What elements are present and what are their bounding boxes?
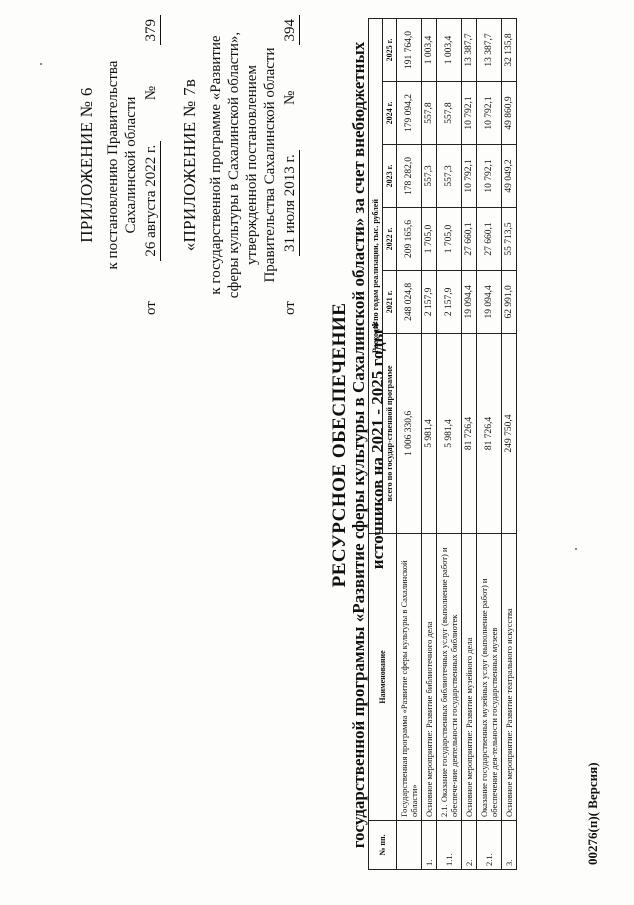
- row-name: Государственная программа «Развитие сферы культуры в Сахалинской области»: [397, 534, 422, 821]
- document-code: 00276(п)( Версия): [585, 762, 600, 865]
- title-line2: государственной программы «Развитие сферы культуры в Сахалинской области» за счет внебюджетных: [349, 41, 368, 849]
- scan-speck: [40, 63, 42, 65]
- row-name: Оказание государственных музейных услуг (выполнение работ) и обеспечение дея-тельности государственных музеев: [477, 534, 502, 821]
- row-year-value: 10 792,1: [477, 82, 502, 145]
- row-year-value: 209 165,6: [397, 207, 422, 270]
- title-line3: источников на 2021 - 2025 годы*: [368, 320, 387, 570]
- row-year-value: 32 135,8: [502, 19, 517, 82]
- row-year-value: 27 660,1: [477, 207, 502, 270]
- row-year-value: 2 157,9: [437, 270, 462, 333]
- appendix-title: ПРИЛОЖЕНИЕ № 6: [77, 87, 96, 243]
- header2-line: Правительства Сахалинской области: [262, 47, 278, 283]
- table-row: [397, 19, 422, 870]
- col-header-no: № пп.: [369, 821, 397, 870]
- row-number: 2.1.: [477, 821, 502, 870]
- table-body: [397, 19, 517, 870]
- table-row: [502, 19, 517, 870]
- row-year-value: 49 860,9: [502, 82, 517, 145]
- header-line: к постановлению Правительства: [105, 60, 121, 270]
- table-row: [477, 19, 502, 870]
- col-header-group: Расходы по годам реализации, тыс. рублей: [369, 19, 383, 534]
- row-year-value: 13 387,7: [477, 19, 502, 82]
- title-main: РЕСУРСНОЕ ОБЕСПЕЧЕНИЕ: [329, 302, 350, 588]
- header2-line: утвержденной постановлением: [244, 65, 260, 265]
- row-name: Основное мероприятие: Развитие музейного дела: [462, 534, 477, 821]
- row-year-value: 49 049,2: [502, 145, 517, 208]
- date-prefix: от: [282, 301, 298, 315]
- decree-date: 26 августа 2022 г.: [142, 141, 161, 261]
- decree-number: 379: [142, 15, 161, 46]
- number-prefix: №: [282, 90, 298, 106]
- row-year-value: 55 713,5: [502, 207, 517, 270]
- decree2-date-line: [281, 15, 300, 315]
- row-total: 5 981,4: [422, 333, 437, 533]
- row-year-value: 19 094,4: [477, 270, 502, 333]
- row-number: 1.: [422, 821, 437, 870]
- row-year-value: 62 991,0: [502, 270, 517, 333]
- row-year-value: 1 003,4: [422, 19, 437, 82]
- row-year-value: 27 660,1: [462, 207, 477, 270]
- row-name: Основное мероприятие: Развитие библиотечного дела: [422, 534, 437, 821]
- row-year-value: 2 157,9: [422, 270, 437, 333]
- row-number: 2.: [462, 821, 477, 870]
- row-year-value: 248 024,8: [397, 270, 422, 333]
- decree-date-line: [142, 15, 161, 315]
- col-header-total: всего по государ-ственной программе: [383, 333, 397, 533]
- row-year-value: 1 705,0: [422, 207, 437, 270]
- col-header-year: 2022 г.: [383, 207, 397, 270]
- date-prefix: от: [143, 301, 159, 315]
- number-prefix: №: [143, 85, 159, 101]
- row-year-value: 178 282,0: [397, 145, 422, 208]
- header2-line: сферы культуры в Сахалинской области»,: [226, 31, 242, 299]
- row-year-value: 557,8: [422, 82, 437, 145]
- table-row: [422, 19, 437, 870]
- scan-speck: [575, 548, 577, 550]
- row-year-value: 557,8: [437, 82, 462, 145]
- resource-table: [368, 18, 517, 870]
- col-header-year: 2023 г.: [383, 145, 397, 208]
- col-header-year: 2021 г.: [383, 270, 397, 333]
- row-year-value: 1 003,4: [437, 19, 462, 82]
- row-year-value: 10 792,1: [462, 145, 477, 208]
- row-year-value: 557,3: [437, 145, 462, 208]
- appendix-header: [78, 15, 300, 315]
- row-number: 3.: [502, 821, 517, 870]
- decree2-date: 31 июля 2013 г.: [281, 150, 300, 256]
- table-row: [462, 19, 477, 870]
- row-year-value: 1 705,0: [437, 207, 462, 270]
- row-name: Основное мероприятие: Развитие театрального искусства: [502, 534, 517, 821]
- row-year-value: 13 387,7: [462, 19, 477, 82]
- header2-line: к государственной программе «Развитие: [208, 35, 224, 295]
- row-number: 1.1.: [437, 821, 462, 870]
- row-total: 81 726,4: [477, 333, 502, 533]
- appendix2-block: [181, 15, 300, 315]
- row-year-value: 557,3: [422, 145, 437, 208]
- row-year-value: 179 094,2: [397, 82, 422, 145]
- row-year-value: 10 792,1: [462, 82, 477, 145]
- col-header-year: 2025 г.: [383, 19, 397, 82]
- col-header-year: 2024 г.: [383, 82, 397, 145]
- row-total: 81 726,4: [462, 333, 477, 533]
- row-year-value: 10 792,1: [477, 145, 502, 208]
- table-row: [437, 19, 462, 870]
- row-total: 5 981,4: [437, 333, 462, 533]
- col-header-name: Наименование: [369, 534, 397, 821]
- row-total: 1 006 330,6: [397, 333, 422, 533]
- decree2-number: 394: [281, 15, 300, 46]
- row-name: 2.1. Оказание государственных библиотечных услуг (выполнение работ) и обеспече-ние деятельности государственных библиотек: [437, 534, 462, 821]
- row-number: [397, 821, 422, 870]
- row-total: 249 750,4: [502, 333, 517, 533]
- appendix2-title: «ПРИЛОЖЕНИЕ № 7в: [180, 78, 199, 252]
- row-year-value: 191 764,0: [397, 19, 422, 82]
- row-year-value: 19 094,4: [462, 270, 477, 333]
- header-line: Сахалинской области: [123, 96, 139, 234]
